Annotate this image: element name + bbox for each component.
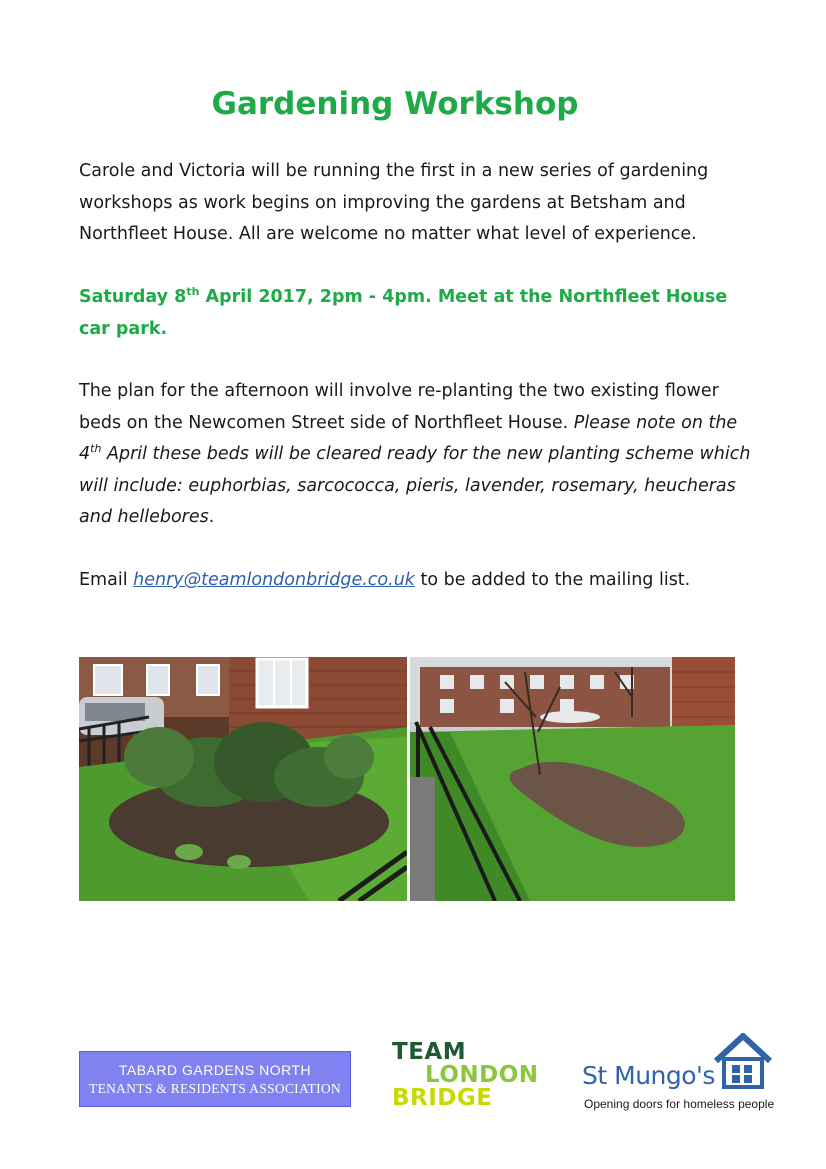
page-title: Gardening Workshop <box>211 86 579 122</box>
plan-note-start: Please note on the 4 <box>79 412 738 464</box>
email-paragraph <box>79 565 759 597</box>
tlb-logo-london: LONDON <box>425 1062 539 1088</box>
st-mungos-tagline: Opening doors for homeless people <box>584 1097 775 1111</box>
garden-photo-right <box>410 657 735 901</box>
plan-note-suffix: th <box>90 442 102 456</box>
plan-note-rest: April these beds will be cleared ready for the new planting scheme which will include: euphorbias, sarcococca, pieris, lavender, rosemary, heucheras and hellebores <box>79 444 751 527</box>
plan-paragraph <box>79 376 759 534</box>
house-icon <box>712 1033 774 1089</box>
tabard-gardens-logo <box>79 1051 351 1107</box>
tabard-logo-line1: TABARD GARDENS NORTH <box>118 1062 312 1078</box>
plan-end: . <box>208 507 215 527</box>
st-mungos-name: St Mungo's <box>582 1061 715 1090</box>
team-london-bridge-logo <box>392 1038 552 1112</box>
garden-photo-left <box>79 657 407 901</box>
email-prefix: Email <box>79 570 134 590</box>
email-link[interactable]: henry@teamlondonbridge.co.uk <box>133 570 415 590</box>
intro-paragraph: Carole and Victoria will be running the first in a new series of gardening workshops as work begins on improving the gardens at Betsham and Northfleet House. All are welcome no matter what level of experience. <box>79 161 709 244</box>
event-date-suffix: th <box>186 285 200 299</box>
event-details <box>79 282 759 345</box>
tabard-logo-line2: TENANTS & RESIDENTS ASSOCIATION <box>89 1081 341 1096</box>
st-mungos-logo <box>580 1033 775 1113</box>
tlb-logo-bridge: BRIDGE <box>392 1085 493 1111</box>
event-date-rest: April 2017, 2pm - 4pm. Meet at the Northfleet House car park. <box>79 287 728 339</box>
event-date-start: Saturday 8 <box>79 287 187 307</box>
tlb-logo-team: TEAM <box>392 1039 467 1065</box>
email-suffix: to be added to the mailing list. <box>414 570 691 590</box>
plan-text: The plan for the afternoon will involve re-planting the two existing flower beds on the Newcomen Street side of Northfleet House. <box>79 381 719 433</box>
